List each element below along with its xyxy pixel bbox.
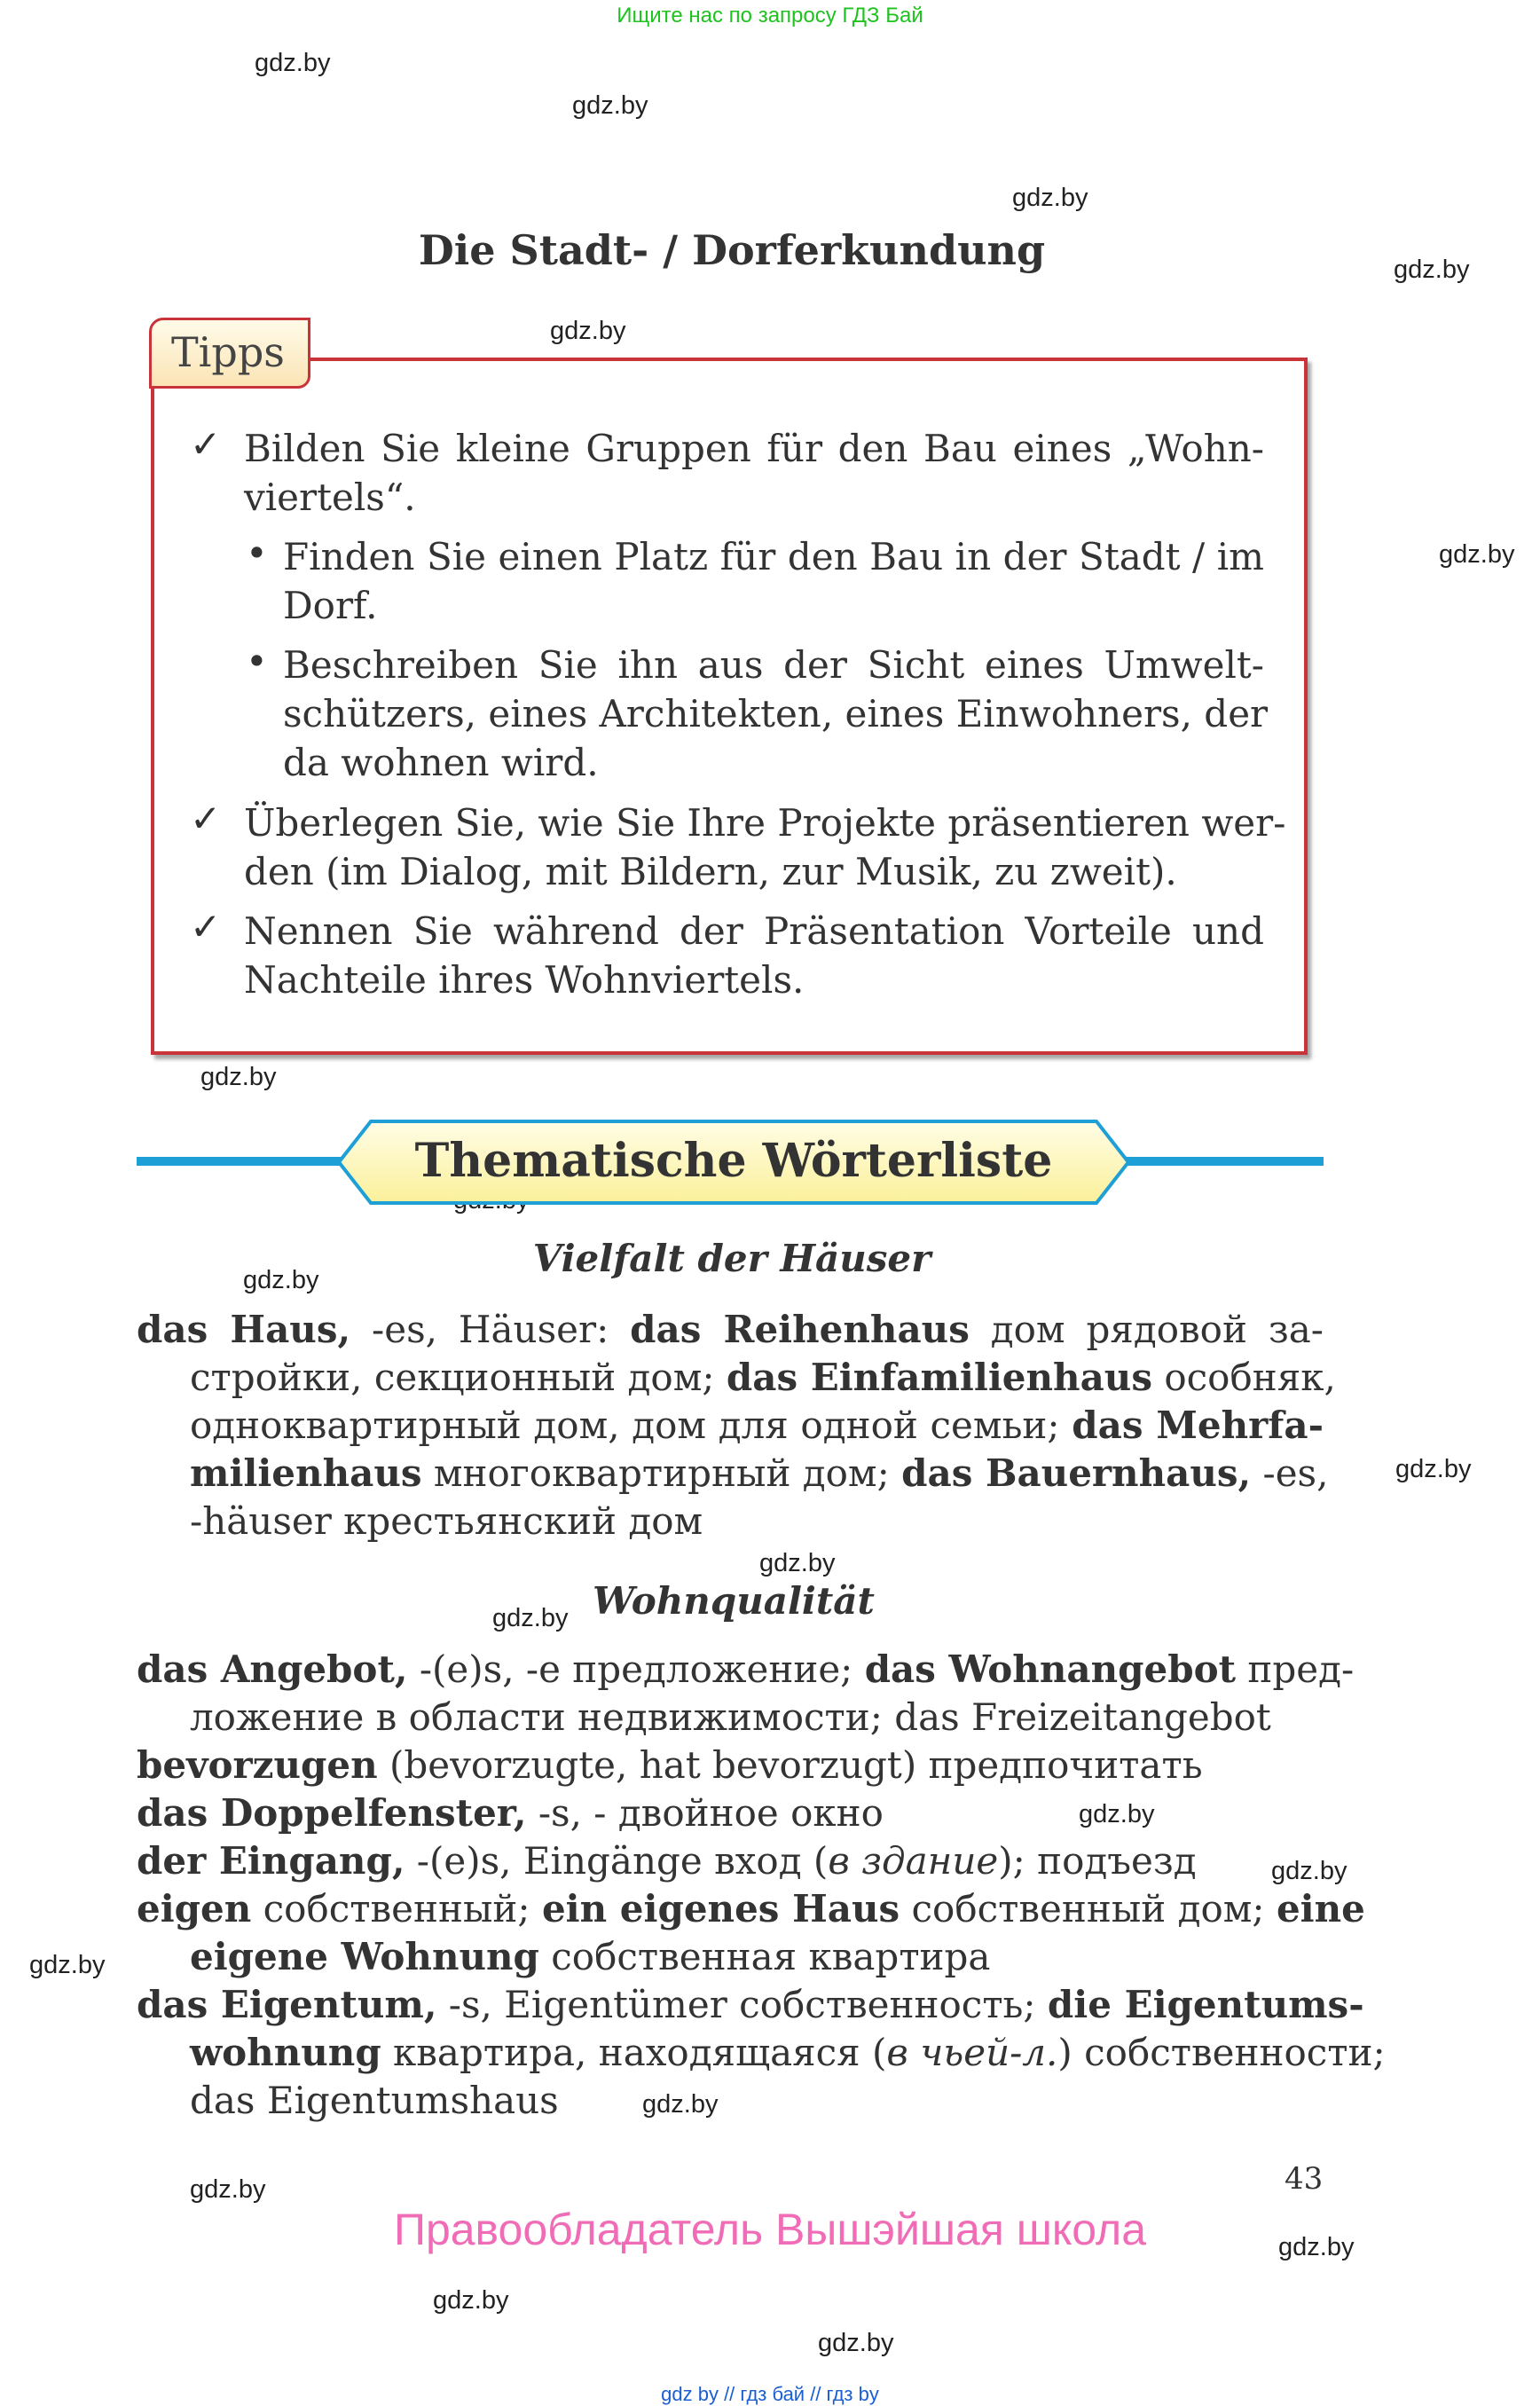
wordlist-entry-haus: das Haus, -es, Häuser: das Reihenhaus дом рядовой за- стройки, секционный дом; das Einfamilienhaus особняк, одноквартирный дом, дом для одной семьи; das Mehrfa- milienhaus многоквартирный дом; das Bauernhaus, -es, -häuser крестьянский дом	[137, 1308, 1336, 1543]
watermark: gdz.by	[550, 317, 626, 345]
wordlist-entry-doppelfenster: das Doppelfenster, -s, - двойное окно	[137, 1791, 884, 1835]
top-banner-text: Ищите нас по запросу ГДЗ Бай	[617, 4, 923, 28]
tips-subitem-2: Beschreiben Sie ihn aus der Sicht eines Umwelt- schützers, eines Architekten, eines Einwohners, der da wohnen wird.	[283, 643, 1269, 784]
watermark: gdz.by	[243, 1266, 319, 1294]
watermark: gdz.by	[759, 1549, 836, 1577]
tips-item-1: Bilden Sie kleine Gruppen für den Bau eines „Wohn- viertels“.	[244, 427, 1264, 519]
tips-subitem-1: Finden Sie einen Platz für den Bau in der Stadt / im Dorf.	[283, 535, 1264, 627]
section-heading: Wohnqualität	[593, 1579, 875, 1623]
watermark: gdz.by	[492, 1604, 569, 1632]
tips-item-3: Nennen Sie während der Präsentation Vorteile und Nachteile ihres Wohnviertels.	[244, 909, 1264, 1002]
wordlist-entry-bevorzugen: bevorzugen (bevorzugte, hat bevorzugt) предпочитать	[137, 1743, 1203, 1787]
watermark: gdz.by	[1278, 2233, 1355, 2261]
copyright-notice: Правообладатель Вышэйшая школа	[394, 2205, 1146, 2254]
watermark: gdz.by	[1395, 1455, 1472, 1483]
tips-label: Tipps	[149, 318, 310, 389]
wordlist-title: Thematische Wörterliste	[414, 1134, 1053, 1188]
watermark: gdz.by	[200, 1063, 277, 1091]
check-icon: ✓	[190, 905, 222, 948]
section-heading: Vielfalt der Häuser	[532, 1237, 931, 1280]
watermark: gdz.by	[29, 1951, 106, 1979]
page-title: Die Stadt- / Dorferkundung	[418, 226, 1046, 274]
watermark: gdz.by	[642, 2090, 719, 2119]
watermark: gdz.by	[190, 2175, 266, 2204]
check-icon: ✓	[190, 797, 222, 840]
check-icon: ✓	[190, 422, 222, 466]
wordlist-entry-angebot: das Angebot, -(e)s, -e предложение; das Wohnangebot пред- ложение в области недвижимости; das Freizeitangebot	[137, 1647, 1355, 1739]
watermark: gdz.by	[1394, 256, 1470, 284]
watermark: gdz.by	[1079, 1800, 1155, 1828]
page-number: 43	[1285, 2161, 1324, 2197]
wordlist-entry-eigen: eigen собственный; ein eigenes Haus собственный дом; eine eigene Wohnung собственная квартира	[137, 1887, 1365, 1978]
bullet-icon: •	[246, 531, 268, 575]
footer-links: gdz by // гдз бай // гдз by	[661, 2383, 879, 2405]
watermark: gdz.by	[1439, 540, 1515, 569]
watermark: gdz.by	[1012, 184, 1088, 212]
watermark: gdz.by	[1271, 1857, 1348, 1885]
watermark: gdz.by	[433, 2286, 509, 2315]
watermark: gdz.by	[255, 49, 331, 77]
wordlist-entry-eigentum: das Eigentum, -s, Eigentümer собственность; die Eigentums- wohnung квартира, находящаяся (в чьей-л.) собственности; das Eigentumshaus	[137, 1983, 1386, 2122]
watermark: gdz.by	[818, 2329, 894, 2357]
watermark: gdz.by	[572, 91, 648, 120]
tips-item-2: Überlegen Sie, wie Sie Ihre Projekte präsentieren wer- den (im Dialog, mit Bildern, zur Musik, zu zweit).	[244, 801, 1286, 893]
bullet-icon: •	[246, 640, 268, 683]
wordlist-entry-eingang: der Eingang, -(e)s, Eingänge вход (в здание); подъезд	[137, 1839, 1197, 1883]
